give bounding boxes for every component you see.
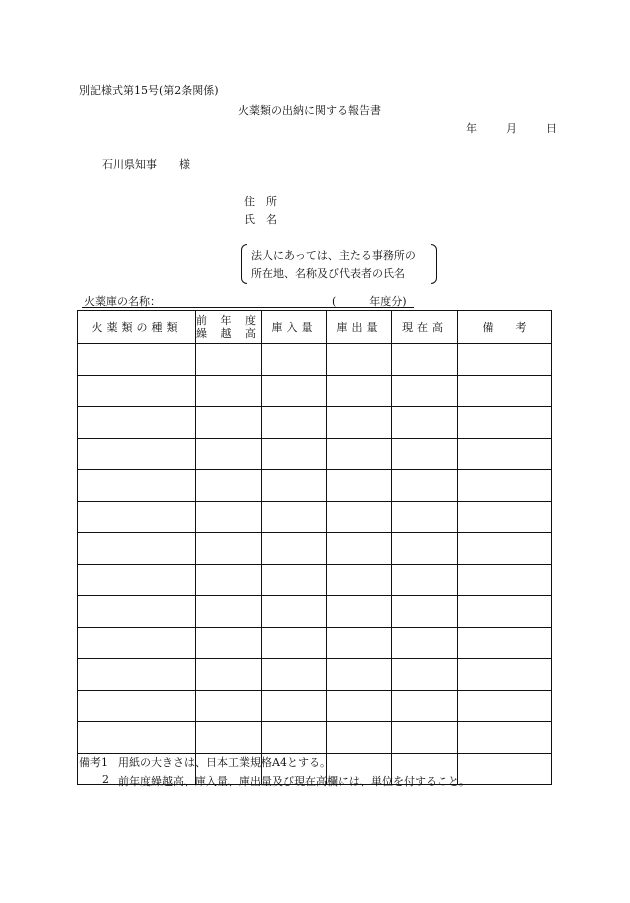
form-title: 火薬類の出納に関する報告書 xyxy=(238,104,381,117)
cell-issued[interactable] xyxy=(327,627,392,659)
cell-received[interactable] xyxy=(262,564,327,596)
cell-carryover[interactable] xyxy=(196,722,262,754)
cell-remarks[interactable] xyxy=(458,533,552,565)
table-row xyxy=(78,438,552,470)
cell-current[interactable] xyxy=(392,533,458,565)
table-row xyxy=(78,344,552,376)
table-row xyxy=(78,375,552,407)
cell-carryover[interactable] xyxy=(196,690,262,722)
table-row xyxy=(78,470,552,502)
cell-current[interactable] xyxy=(392,627,458,659)
cell-type[interactable] xyxy=(78,501,196,533)
cell-received[interactable] xyxy=(262,533,327,565)
cell-received[interactable] xyxy=(262,375,327,407)
cell-current[interactable] xyxy=(392,501,458,533)
cell-received[interactable] xyxy=(262,438,327,470)
cell-type[interactable] xyxy=(78,344,196,376)
date-year: 年 xyxy=(466,122,477,135)
date-line xyxy=(466,120,557,136)
cell-carryover[interactable] xyxy=(196,596,262,628)
date-month: 月 xyxy=(506,122,517,135)
cell-carryover[interactable] xyxy=(196,438,262,470)
header-remarks: 備 考 xyxy=(458,311,552,344)
cell-issued[interactable] xyxy=(327,722,392,754)
table-row xyxy=(78,690,552,722)
cell-current[interactable] xyxy=(392,470,458,502)
cell-carryover[interactable] xyxy=(196,375,262,407)
cell-type[interactable] xyxy=(78,470,196,502)
cell-current[interactable] xyxy=(392,564,458,596)
date-day: 日 xyxy=(546,122,557,135)
cell-remarks[interactable] xyxy=(458,722,552,754)
cell-type[interactable] xyxy=(78,596,196,628)
cell-type[interactable] xyxy=(78,690,196,722)
table-row xyxy=(78,627,552,659)
cell-received[interactable] xyxy=(262,407,327,439)
cell-carryover[interactable] xyxy=(196,407,262,439)
cell-remarks[interactable] xyxy=(458,564,552,596)
header-explosive-type: 火薬類の種類 xyxy=(78,311,196,344)
cell-received[interactable] xyxy=(262,501,327,533)
cell-remarks[interactable] xyxy=(458,596,552,628)
cell-received[interactable] xyxy=(262,344,327,376)
cell-issued[interactable] xyxy=(327,375,392,407)
cell-remarks[interactable] xyxy=(458,344,552,376)
note-2-number: 2 xyxy=(102,773,109,786)
table-header-row xyxy=(78,311,552,344)
cell-issued[interactable] xyxy=(327,470,392,502)
cell-type[interactable] xyxy=(78,407,196,439)
header-carryover-line2: 繰 越 高 xyxy=(196,327,261,340)
table-row xyxy=(78,533,552,565)
table-row xyxy=(78,501,552,533)
storehouse-label: 火薬庫の名称： xyxy=(84,295,161,308)
cell-received[interactable] xyxy=(262,627,327,659)
table-row xyxy=(78,564,552,596)
cell-carryover[interactable] xyxy=(196,501,262,533)
cell-current[interactable] xyxy=(392,596,458,628)
table-row xyxy=(78,596,552,628)
header-carryover-line1: 前 年 度 xyxy=(196,314,261,327)
table-row xyxy=(78,722,552,754)
cell-received[interactable] xyxy=(262,659,327,691)
form-number: 別記様式第15号(第2条関係) xyxy=(79,84,219,97)
table-row xyxy=(78,407,552,439)
cell-remarks[interactable] xyxy=(458,659,552,691)
cell-remarks[interactable] xyxy=(458,375,552,407)
cell-issued[interactable] xyxy=(327,659,392,691)
cell-issued[interactable] xyxy=(327,596,392,628)
fiscal-year: ( 年度分) xyxy=(332,295,407,308)
cell-received[interactable] xyxy=(262,690,327,722)
cell-type[interactable] xyxy=(78,533,196,565)
cell-type[interactable] xyxy=(78,659,196,691)
cell-remarks[interactable] xyxy=(458,627,552,659)
cell-received[interactable] xyxy=(262,470,327,502)
corporate-note-line1: 法人にあっては、主たる事務所の xyxy=(251,249,416,262)
table-row xyxy=(78,659,552,691)
name-label: 氏 名 xyxy=(244,213,277,226)
cell-carryover[interactable] xyxy=(196,344,262,376)
cell-current[interactable] xyxy=(392,438,458,470)
cell-carryover[interactable] xyxy=(196,627,262,659)
address-label: 住 所 xyxy=(244,195,277,208)
note-2: 前年度繰越高、庫入量、庫出量及び現在高欄には、単位を付すること。 xyxy=(118,775,470,788)
cell-carryover[interactable] xyxy=(196,533,262,565)
cell-remarks[interactable] xyxy=(458,753,552,785)
cell-issued[interactable] xyxy=(327,564,392,596)
cell-carryover[interactable] xyxy=(196,564,262,596)
cell-remarks[interactable] xyxy=(458,501,552,533)
cell-current[interactable] xyxy=(392,690,458,722)
cell-received[interactable] xyxy=(262,722,327,754)
header-received: 庫入量 xyxy=(262,311,327,344)
cell-current[interactable] xyxy=(392,407,458,439)
cell-current[interactable] xyxy=(392,659,458,691)
cell-carryover[interactable] xyxy=(196,470,262,502)
header-carryover xyxy=(196,311,262,344)
cell-current[interactable] xyxy=(392,344,458,376)
cell-current[interactable] xyxy=(392,722,458,754)
cell-issued[interactable] xyxy=(327,407,392,439)
cell-issued[interactable] xyxy=(327,533,392,565)
cell-carryover[interactable] xyxy=(196,659,262,691)
cell-type[interactable] xyxy=(78,564,196,596)
ledger-table xyxy=(77,310,552,785)
cell-issued[interactable] xyxy=(327,501,392,533)
cell-remarks[interactable] xyxy=(458,470,552,502)
addressee: 石川県知事 様 xyxy=(102,158,190,171)
cell-received[interactable] xyxy=(262,596,327,628)
note-1: 用紙の大きさは、日本工業規格A4とする。 xyxy=(118,756,331,769)
cell-current[interactable] xyxy=(392,375,458,407)
notes-label: 備考1 xyxy=(79,756,108,769)
cell-issued[interactable] xyxy=(327,690,392,722)
cell-issued[interactable] xyxy=(327,344,392,376)
cell-type[interactable] xyxy=(78,438,196,470)
corporate-note-line2: 所在地、名称及び代表者の氏名 xyxy=(251,267,405,280)
cell-remarks[interactable] xyxy=(458,407,552,439)
cell-type[interactable] xyxy=(78,375,196,407)
cell-remarks[interactable] xyxy=(458,438,552,470)
cell-type[interactable] xyxy=(78,627,196,659)
cell-issued[interactable] xyxy=(327,438,392,470)
cell-type[interactable] xyxy=(78,722,196,754)
cell-remarks[interactable] xyxy=(458,690,552,722)
header-issued: 庫出量 xyxy=(327,311,392,344)
header-current: 現在高 xyxy=(392,311,458,344)
